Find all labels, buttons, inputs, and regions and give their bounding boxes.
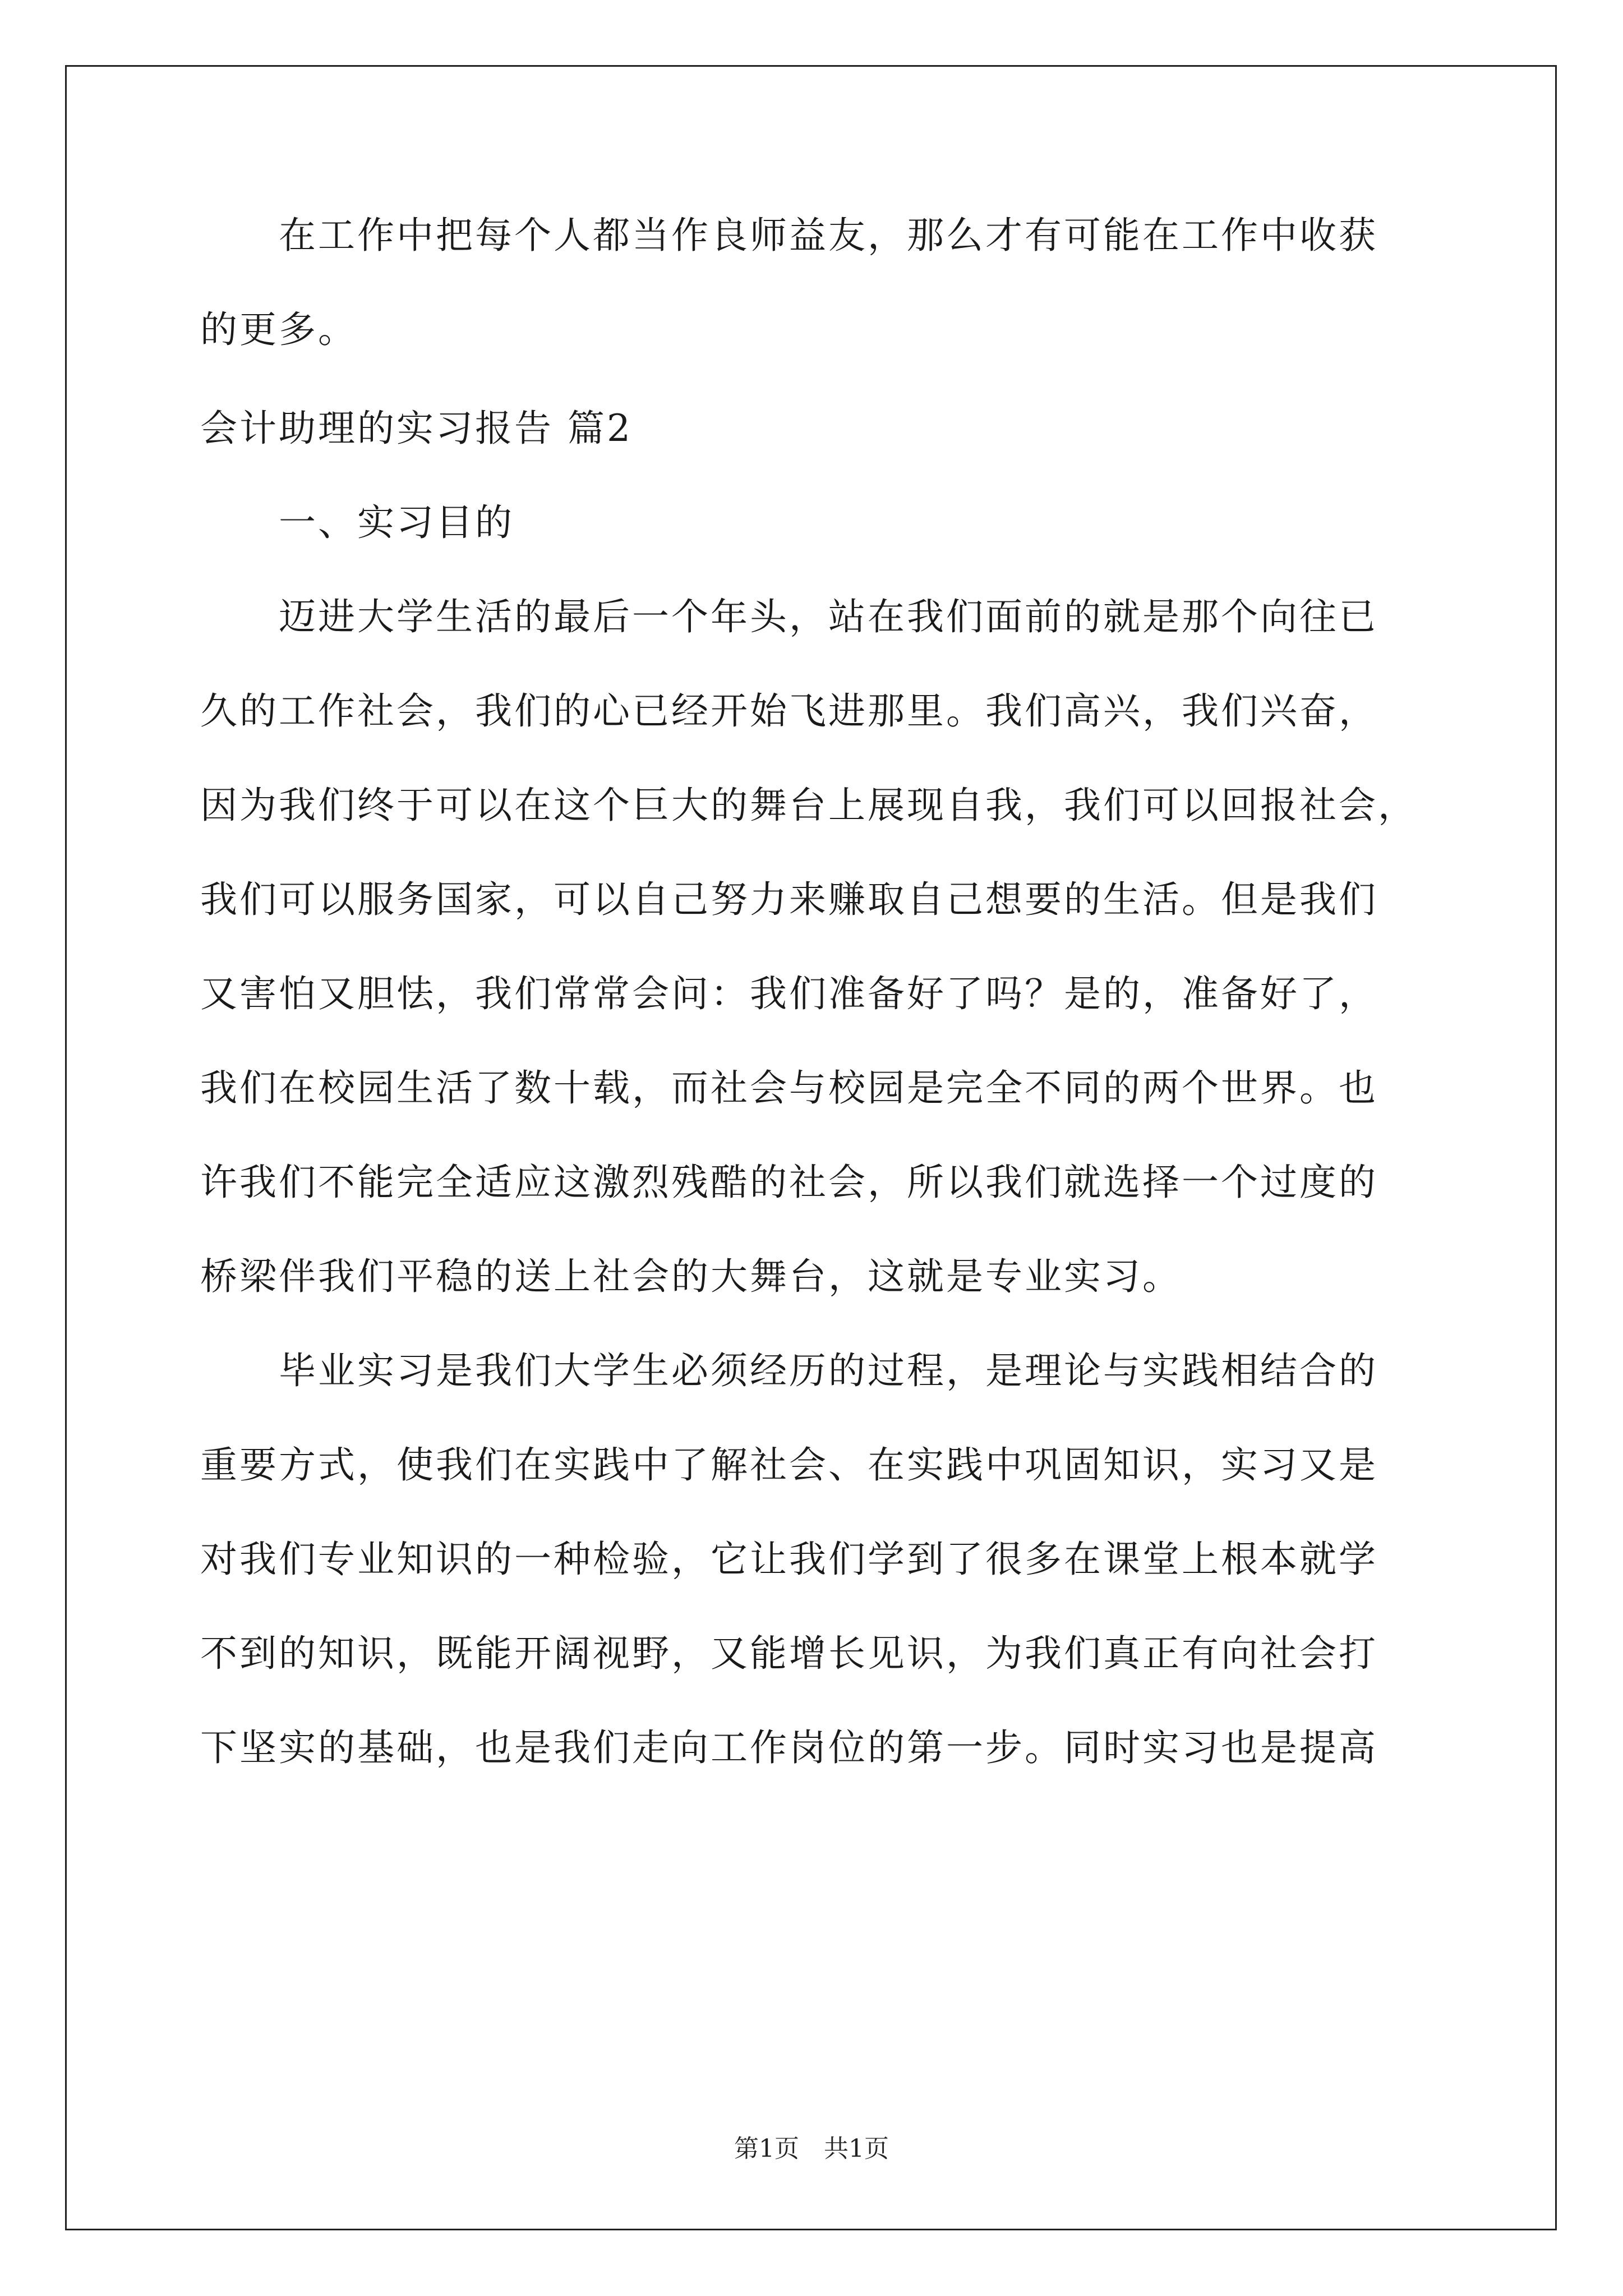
paragraph-line: 对我们专业知识的一种检验，它让我们学到了很多在课堂上根本就学 [200,1538,1378,1581]
paragraph-line: 的更多。 [200,308,357,351]
page-footer: 第1页 共1页 [734,2134,889,2163]
paragraph-line: 桥梁伴我们平稳的送上社会的大舞台，这就是专业实习。 [200,1255,1182,1298]
paragraph-line: 我们在校园生活了数十载，而社会与校园是完全不同的两个世界。也 [200,1066,1378,1110]
paragraph-line: 我们可以服务国家，可以自己努力来赚取自己想要的生活。但是我们 [200,878,1378,921]
paragraph-line: 许我们不能完全适应这激烈残酷的社会，所以我们就选择一个过度的 [200,1161,1378,1204]
paragraph-line: 又害怕又胆怯，我们常常会问：我们准备好了吗？是的，准备好了， [200,972,1378,1015]
paragraph-line: 在工作中把每个人都当作良师益友，那么才有可能在工作中收获 [279,214,1378,257]
paragraph-line: 下坚实的基础，也是我们走向工作岗位的第一步。同时实习也是提高 [200,1726,1378,1769]
section-heading: 一、实习目的 [279,501,514,544]
section-title: 会计助理的实习报告 篇2 [200,407,633,450]
paragraph-line: 因为我们终于可以在这个巨大的舞台上展现自我，我们可以回报社会， [200,784,1417,827]
paragraph-line: 毕业实习是我们大学生必须经历的过程，是理论与实践相结合的 [279,1349,1378,1392]
paragraph-line: 迈进大学生活的最后一个年头，站在我们面前的就是那个向往已 [279,595,1378,638]
paragraph-line: 重要方式，使我们在实践中了解社会、在实践中巩固知识，实习又是 [200,1443,1378,1487]
page-border [65,65,1557,2230]
paragraph-line: 不到的知识，既能开阔视野，又能增长见识，为我们真正有向社会打 [200,1632,1378,1675]
paragraph-line: 久的工作社会，我们的心已经开始飞进那里。我们高兴，我们兴奋， [200,689,1378,733]
